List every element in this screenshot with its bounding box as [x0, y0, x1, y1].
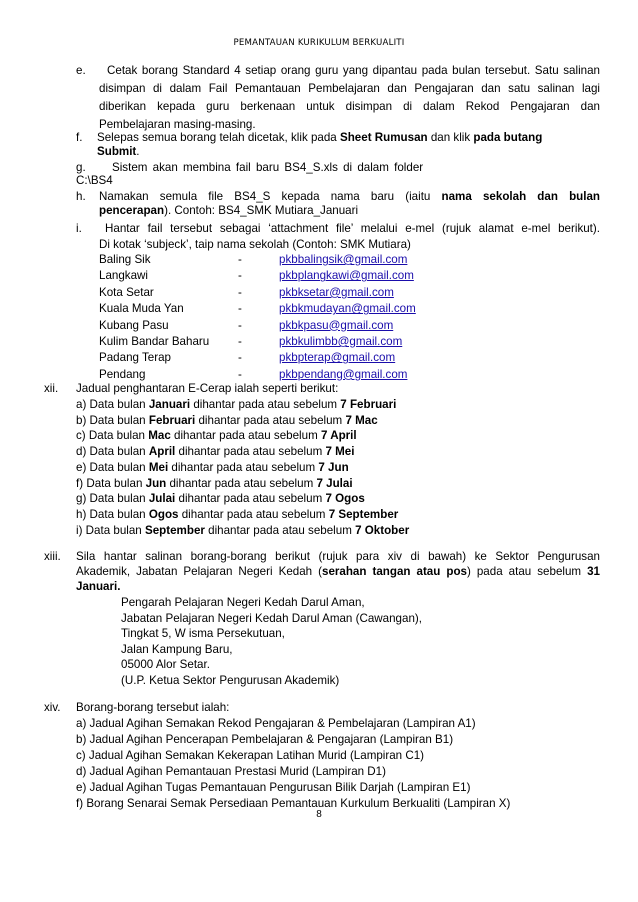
form-text: Borang Senarai Semak Persediaan Pemantauan Kurkulum Berkualiti (Lampiran X) — [86, 797, 511, 810]
item-f-text-2: dan klik — [427, 131, 474, 144]
district-name: Pendang — [99, 367, 146, 381]
schedule-text: dihantar pada atau sebelum — [175, 445, 326, 459]
form-letter: b) — [76, 733, 87, 746]
schedule-deadline: 7 September — [328, 507, 399, 521]
schedule-item — [76, 429, 357, 443]
schedule-text: dihantar pada atau sebelum — [175, 492, 326, 506]
district-name: Kota Setar — [99, 285, 154, 299]
section-xiii-day: 31 — [587, 565, 600, 578]
schedule-text: Data bulan — [85, 523, 145, 537]
schedule-letter: c) — [76, 429, 86, 443]
dash: - — [238, 367, 242, 381]
item-h-example: ). Contoh: BS4_SMK Mutiara_Januari — [164, 204, 359, 217]
schedule-item — [76, 445, 354, 459]
form-item — [76, 749, 424, 763]
schedule-letter: a) — [76, 398, 87, 411]
section-xiv-label: xiv. — [44, 701, 61, 714]
item-f-label: f. — [76, 131, 83, 144]
schedule-text: Data bulan — [89, 398, 149, 411]
email-link[interactable]: pkbpendang@gmail.com — [279, 367, 408, 381]
district-name: Padang Terap — [99, 351, 171, 365]
dash: - — [238, 351, 242, 365]
item-f-sheet-rumusan: Sheet Rumusan — [339, 131, 428, 144]
schedule-month: Julai — [148, 492, 176, 506]
email-link[interactable]: pkbbalingsik@gmail.com — [279, 253, 408, 266]
schedule-item — [76, 398, 396, 412]
section-xiii-line-2 — [76, 565, 600, 579]
item-e-line-1: Cetak borang Standard 4 setiap orang guru yang dipantau pada bulan tersebut. Satu salinan — [107, 64, 600, 77]
schedule-text: dihantar pada atau sebelum — [166, 476, 317, 490]
item-i-line-1: Hantar fail tersebut sebagai ‘attachment file’ melalui e-mel (rujuk alamat e-mel berikut). — [105, 222, 600, 235]
form-letter: e) — [76, 781, 87, 794]
form-text: Jadual Agihan Tugas Pemantauan Pengurusan Bilik Darjah (Lampiran E1) — [89, 781, 471, 794]
section-xiii-line-3 — [76, 580, 120, 594]
form-item — [76, 733, 453, 747]
district-name: Baling Sik — [99, 253, 151, 266]
section-xiii-delivery: serahan tangan atau pos — [322, 565, 467, 578]
item-h-label: h. — [76, 190, 86, 203]
address-line: Jabatan Pelajaran Negeri Kedah Darul Aman (Cawangan), — [121, 611, 422, 625]
schedule-deadline: 7 Mac — [345, 413, 378, 427]
dash: - — [238, 302, 242, 316]
section-xiii-label: xiii. — [44, 550, 61, 563]
item-g-label: g. — [76, 161, 86, 174]
item-g-path: C:\BS4 — [76, 174, 113, 187]
form-letter: f) — [76, 797, 84, 810]
schedule-letter: i) — [76, 523, 83, 537]
schedule-month: September — [144, 523, 205, 537]
schedule-item — [76, 524, 409, 538]
running-header: PEMANTAUAN KURIKULUM BERKUALITI — [233, 38, 405, 48]
schedule-item — [76, 477, 353, 491]
district-name: Kuala Muda Yan — [99, 302, 184, 316]
address-line: (U.P. Ketua Sektor Pengurusan Akademik) — [121, 674, 340, 687]
form-text: Jadual Agihan Semakan Kekerapan Latihan Murid (Lampiran C1) — [88, 749, 425, 762]
dash: - — [238, 269, 242, 283]
form-item — [76, 717, 476, 731]
schedule-letter: d) — [76, 445, 87, 459]
address-line: Tingkat 5, W isma Persekutuan, — [121, 627, 285, 641]
schedule-text: dihantar pada atau sebelum — [195, 413, 346, 427]
item-i-line-2: Di kotak ‘subjeck’, taip nama sekolah (Contoh: SMK Mutiara) — [99, 238, 411, 251]
item-h-pencerapan: pencerapan — [99, 204, 165, 217]
dash: - — [238, 335, 242, 348]
district-name: Kubang Pasu — [99, 318, 169, 332]
item-f-submit: Submit — [97, 145, 137, 158]
schedule-month: Mei — [148, 460, 169, 474]
section-xiii-text-2: ) pada atau sebelum — [466, 565, 588, 578]
address-line: 05000 Alor Setar. — [121, 658, 210, 672]
schedule-month: Mac — [148, 429, 171, 443]
page-number: 8 — [316, 809, 322, 820]
schedule-letter: e) — [76, 460, 87, 474]
form-item — [76, 765, 386, 779]
schedule-item — [76, 414, 378, 428]
section-xii-intro: Jadual penghantaran E-Cerap ialah seperti berikut: — [76, 382, 339, 395]
schedule-deadline: 7 Jun — [318, 460, 349, 474]
form-text: Jadual Agihan Semakan Rekod Pengajaran & Pembelajaran (Lampiran A1) — [89, 717, 476, 730]
schedule-text: dihantar pada atau sebelum — [190, 398, 341, 411]
item-h-bold: nama sekolah dan bulan — [441, 190, 600, 203]
dash: - — [238, 253, 242, 266]
form-letter: c) — [76, 749, 86, 762]
address-line: Jalan Kampung Baru, — [121, 642, 233, 656]
email-link[interactable]: pkbplangkawi@gmail.com — [279, 269, 414, 283]
district-name: Langkawi — [99, 269, 148, 283]
schedule-deadline: 7 Februari — [340, 398, 397, 411]
schedule-text: Data bulan — [89, 413, 149, 427]
item-f-pada-butang: pada butang — [473, 131, 543, 144]
schedule-text: Data bulan — [89, 445, 149, 459]
schedule-month: Januari — [148, 398, 191, 411]
schedule-letter: h) — [76, 507, 87, 521]
schedule-deadline: 7 Oktober — [355, 523, 410, 537]
schedule-letter: b) — [76, 413, 87, 427]
dash: - — [238, 285, 242, 299]
section-xii-label: xii. — [44, 382, 59, 395]
schedule-text: Data bulan — [89, 492, 149, 506]
schedule-letter: f) — [76, 476, 84, 490]
item-e-line-3: diberikan kepada guru berkenaan untuk disimpan di dalam Rekod Pengajaran dan — [99, 100, 600, 113]
form-letter: d) — [76, 765, 87, 778]
schedule-month: Ogos — [148, 507, 179, 521]
item-h-text: Namakan semula file BS4_S kepada nama baru (iaitu — [99, 190, 442, 203]
item-h-line-1 — [99, 190, 600, 204]
item-e-label: e. — [76, 64, 86, 77]
schedule-deadline: 7 Ogos — [325, 492, 365, 506]
email-link[interactable]: pkbkmudayan@gmail.com — [279, 302, 416, 316]
section-xiii-line-1: Sila hantar salinan borang-borang berikut (rujuk para xiv di bawah) ke Sektor Pengurusan — [76, 550, 600, 563]
email-link[interactable]: pkbkpasu@gmail.com — [279, 318, 394, 332]
email-link[interactable]: pkbksetar@gmail.com — [279, 285, 394, 299]
item-i-label: i. — [76, 222, 82, 235]
item-f-dot: . — [136, 145, 140, 158]
schedule-text: Data bulan — [89, 460, 149, 474]
item-f-text: Selepas semua borang telah dicetak, klik pada — [97, 131, 340, 144]
form-letter: a) — [76, 717, 87, 730]
schedule-text: dihantar pada atau sebelum — [170, 429, 321, 443]
item-f-line-1 — [97, 131, 542, 145]
schedule-text: Data bulan — [88, 429, 149, 443]
item-e-line-2: disimpan di dalam Fail Pemantauan Pembelajaran dan Pengajaran dan satu salinan lagi — [99, 82, 600, 95]
schedule-text: Data bulan — [89, 507, 149, 521]
schedule-text: dihantar pada atau sebelum — [178, 507, 329, 521]
schedule-deadline: 7 Julai — [316, 476, 353, 490]
form-item — [76, 781, 470, 795]
form-text: Jadual Agihan Pemantauan Prestasi Murid (Lampiran D1) — [89, 765, 386, 778]
item-g-text: Sistem akan membina fail baru BS4_S.xls di dalam folder — [112, 161, 424, 174]
schedule-text: dihantar pada atau sebelum — [168, 460, 319, 474]
schedule-item — [76, 492, 365, 506]
section-xiii-month: Januari. — [76, 580, 121, 593]
district-name: Kulim Bandar Baharu — [99, 335, 210, 348]
schedule-item — [76, 461, 349, 475]
schedule-month: Februari — [148, 413, 196, 427]
schedule-month: April — [148, 445, 176, 459]
schedule-deadline: 7 Mei — [325, 445, 355, 459]
schedule-text: Data bulan — [86, 476, 146, 490]
item-f-line-2 — [97, 145, 140, 159]
item-e-line-4: Pembelajaran masing-masing. — [99, 118, 256, 131]
form-text: Jadual Agihan Pencerapan Pembelajaran & Pengajaran (Lampiran B1) — [89, 733, 454, 746]
schedule-item — [76, 508, 398, 522]
schedule-text: dihantar pada atau sebelum — [204, 523, 356, 537]
section-xiv-intro: Borang-borang tersebut ialah: — [76, 701, 230, 714]
schedule-deadline: 7 April — [320, 429, 357, 443]
dash: - — [238, 318, 242, 332]
email-link[interactable]: pkbpterap@gmail.com — [279, 351, 396, 365]
email-link[interactable]: pkbkulimbb@gmail.com — [279, 335, 403, 348]
schedule-month: Jun — [145, 476, 167, 490]
section-xiii-text: Akademik, Jabatan Pelajaran Negeri Kedah ( — [76, 565, 322, 578]
schedule-letter: g) — [76, 492, 87, 506]
address-line: Pengarah Pelajaran Negeri Kedah Darul Aman, — [121, 596, 365, 609]
item-h-line-2 — [99, 204, 358, 218]
